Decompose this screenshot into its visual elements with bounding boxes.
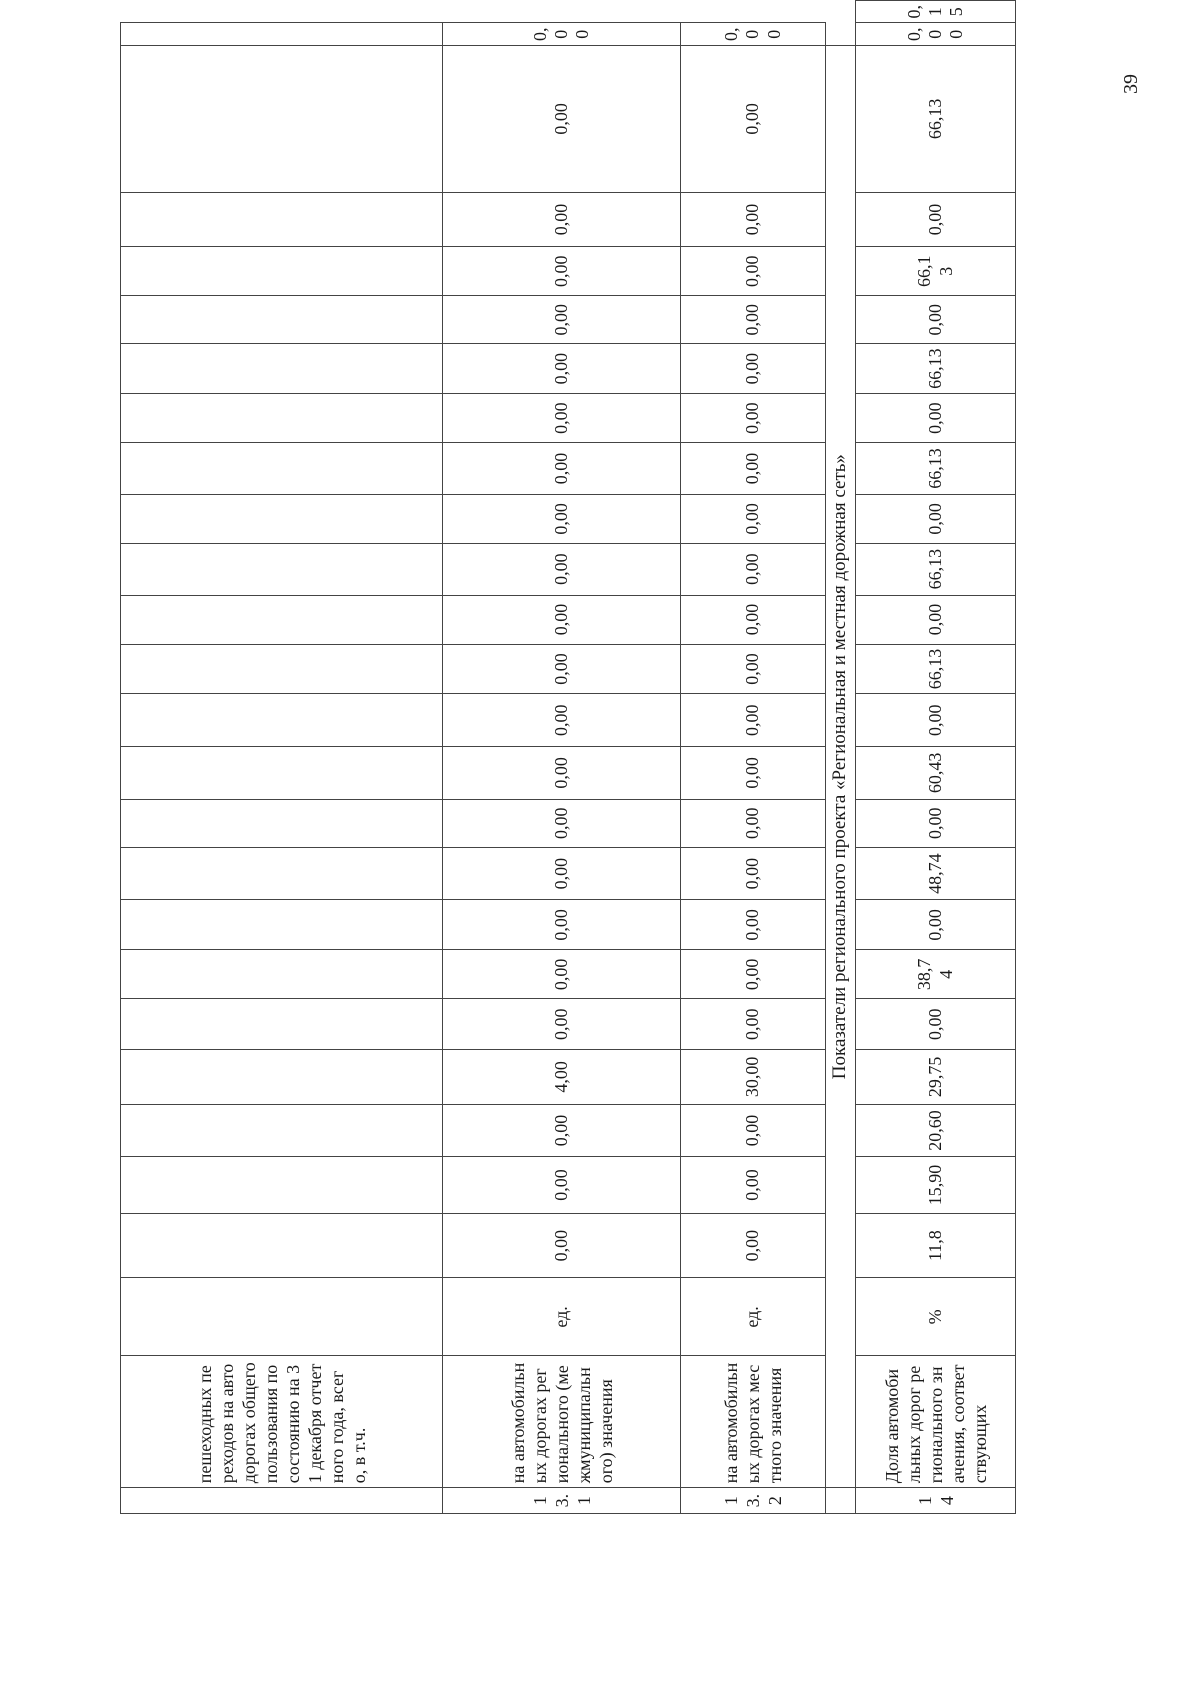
value-cell: 0,00: [681, 847, 826, 900]
value-cell: 0,00: [856, 595, 1016, 644]
value-cell: [121, 595, 443, 644]
value-cell: [121, 23, 443, 46]
value-cell: 0,00: [681, 443, 826, 495]
value-cell: 0,00: [856, 296, 1016, 344]
row-unit: ед.: [443, 1278, 681, 1356]
spacer-cell: [826, 1488, 856, 1514]
value-cell: 38,74: [856, 950, 1016, 999]
value-cell: 0,00: [681, 950, 826, 999]
value-cell: 0,00: [856, 192, 1016, 247]
value-cell: 0,00: [443, 543, 681, 595]
value-cell: 0,00: [443, 247, 681, 296]
value-cell: 0,00: [856, 394, 1016, 443]
row-unit: %: [856, 1278, 1016, 1356]
value-cell: [121, 344, 443, 394]
value-cell: 0,00: [443, 1213, 681, 1278]
value-cell: [121, 747, 443, 800]
value-cell: [121, 799, 443, 847]
row-number: 13.2: [681, 1488, 826, 1514]
value-cell: 0,00: [443, 644, 681, 694]
value-cell: 0,00: [681, 494, 826, 543]
value-cell: [121, 46, 443, 193]
value-cell: [121, 394, 443, 443]
value-cell: 0,00: [681, 900, 826, 950]
row-label: пешеходных переходов на автодорогах общего пользования по состоянию на 31 декабря отчетного года, всего, в т.ч.: [121, 1356, 443, 1488]
value-cell: [121, 247, 443, 296]
table-row: [856, 1, 1016, 1514]
value-cell: 0,00: [681, 595, 826, 644]
value-cell: 0,00: [681, 1104, 826, 1157]
value-cell: 48,74: [856, 847, 1016, 900]
value-cell: 0,00: [681, 694, 826, 747]
page-number: 39: [1120, 74, 1142, 94]
value-cell: 0,00: [443, 1104, 681, 1157]
value-cell: 29,75: [856, 1050, 1016, 1105]
table-row: [443, 1, 681, 1514]
value-cell: 0,00: [443, 23, 681, 46]
value-cell-last: 0,15: [856, 1, 1016, 24]
value-cell: 66,13: [856, 46, 1016, 193]
value-cell: 0,00: [443, 999, 681, 1050]
value-cell: 0,00: [443, 694, 681, 747]
value-cell: 0,00: [443, 900, 681, 950]
value-cell: [121, 847, 443, 900]
value-cell: 0,00: [681, 799, 826, 847]
value-cell: 0,00: [856, 999, 1016, 1050]
value-cell: 15,90: [856, 1157, 1016, 1213]
value-cell: 0,00: [681, 296, 826, 344]
value-cell: 0,00: [681, 46, 826, 193]
section-title: Показатели регионального проекта «Региональная и местная дорожная сеть»: [826, 46, 856, 1488]
row-unit: [121, 1278, 443, 1356]
value-cell: 0,00: [681, 1213, 826, 1278]
value-cell: 11,8: [856, 1213, 1016, 1278]
value-cell: [121, 543, 443, 595]
value-cell: 0,00: [443, 950, 681, 999]
value-cell: 0,00: [856, 799, 1016, 847]
value-cell: [121, 999, 443, 1050]
value-cell: 66,13: [856, 247, 1016, 296]
row-number: 14: [856, 1488, 1016, 1514]
value-cell: 0,00: [443, 296, 681, 344]
value-cell: 0,00: [681, 394, 826, 443]
value-cell: 0,00: [856, 494, 1016, 543]
value-cell: 0,00: [443, 847, 681, 900]
value-cell: 0,00: [681, 247, 826, 296]
table-row: [121, 1, 443, 1514]
value-cell: 0,00: [856, 23, 1016, 46]
value-cell: 0,00: [443, 443, 681, 495]
value-cell: [121, 1213, 443, 1278]
value-cell: 0,00: [681, 192, 826, 247]
value-cell: [121, 950, 443, 999]
value-cell: 60,43: [856, 747, 1016, 800]
value-cell: 0,00: [443, 1157, 681, 1213]
row-number: 13.1: [443, 1488, 681, 1514]
value-cell: [121, 443, 443, 495]
value-cell: 0,00: [681, 999, 826, 1050]
value-cell: 0,00: [443, 46, 681, 193]
row-label: Доля автомобильных дорог регионального значения, соответствующих: [856, 1356, 1016, 1488]
value-cell: 0,00: [443, 494, 681, 543]
value-cell: [121, 644, 443, 694]
value-cell: [121, 192, 443, 247]
value-cell: [121, 296, 443, 344]
row-label: на автомобильных дорогах регионального (межмуниципального) значения: [443, 1356, 681, 1488]
value-cell: 20,60: [856, 1104, 1016, 1157]
value-cell: [121, 694, 443, 747]
value-cell: 0,00: [681, 1157, 826, 1213]
value-cell: 0,00: [443, 799, 681, 847]
value-cell: 0,00: [681, 644, 826, 694]
value-cell: 30,00: [681, 1050, 826, 1105]
value-cell: 0,00: [681, 344, 826, 394]
table-row: [681, 1, 826, 1514]
row-number: [121, 1488, 443, 1514]
table-row: [826, 1, 856, 1514]
value-cell: 0,00: [443, 192, 681, 247]
row-unit: ед.: [681, 1278, 826, 1356]
value-cell: 66,13: [856, 344, 1016, 394]
value-cell: [121, 1050, 443, 1105]
value-cell: 0,00: [681, 747, 826, 800]
value-cell: [121, 1157, 443, 1213]
value-cell: 4,00: [443, 1050, 681, 1105]
value-cell: 66,13: [856, 443, 1016, 495]
value-cell: 0,00: [443, 344, 681, 394]
value-cell: 0,00: [856, 900, 1016, 950]
value-cell: [121, 1104, 443, 1157]
value-cell: 66,13: [856, 543, 1016, 595]
value-cell: 0,00: [443, 595, 681, 644]
value-cell: [121, 900, 443, 950]
value-cell: 66,13: [856, 644, 1016, 694]
value-cell: 0,00: [681, 23, 826, 46]
value-cell: [121, 494, 443, 543]
value-cell: 0,00: [681, 543, 826, 595]
value-cell: 0,00: [443, 394, 681, 443]
row-label: на автомобильных дорогах местного значения: [681, 1356, 826, 1488]
value-cell: 0,00: [856, 694, 1016, 747]
indicators-table: [120, 0, 1016, 1514]
value-cell: 0,00: [443, 747, 681, 800]
